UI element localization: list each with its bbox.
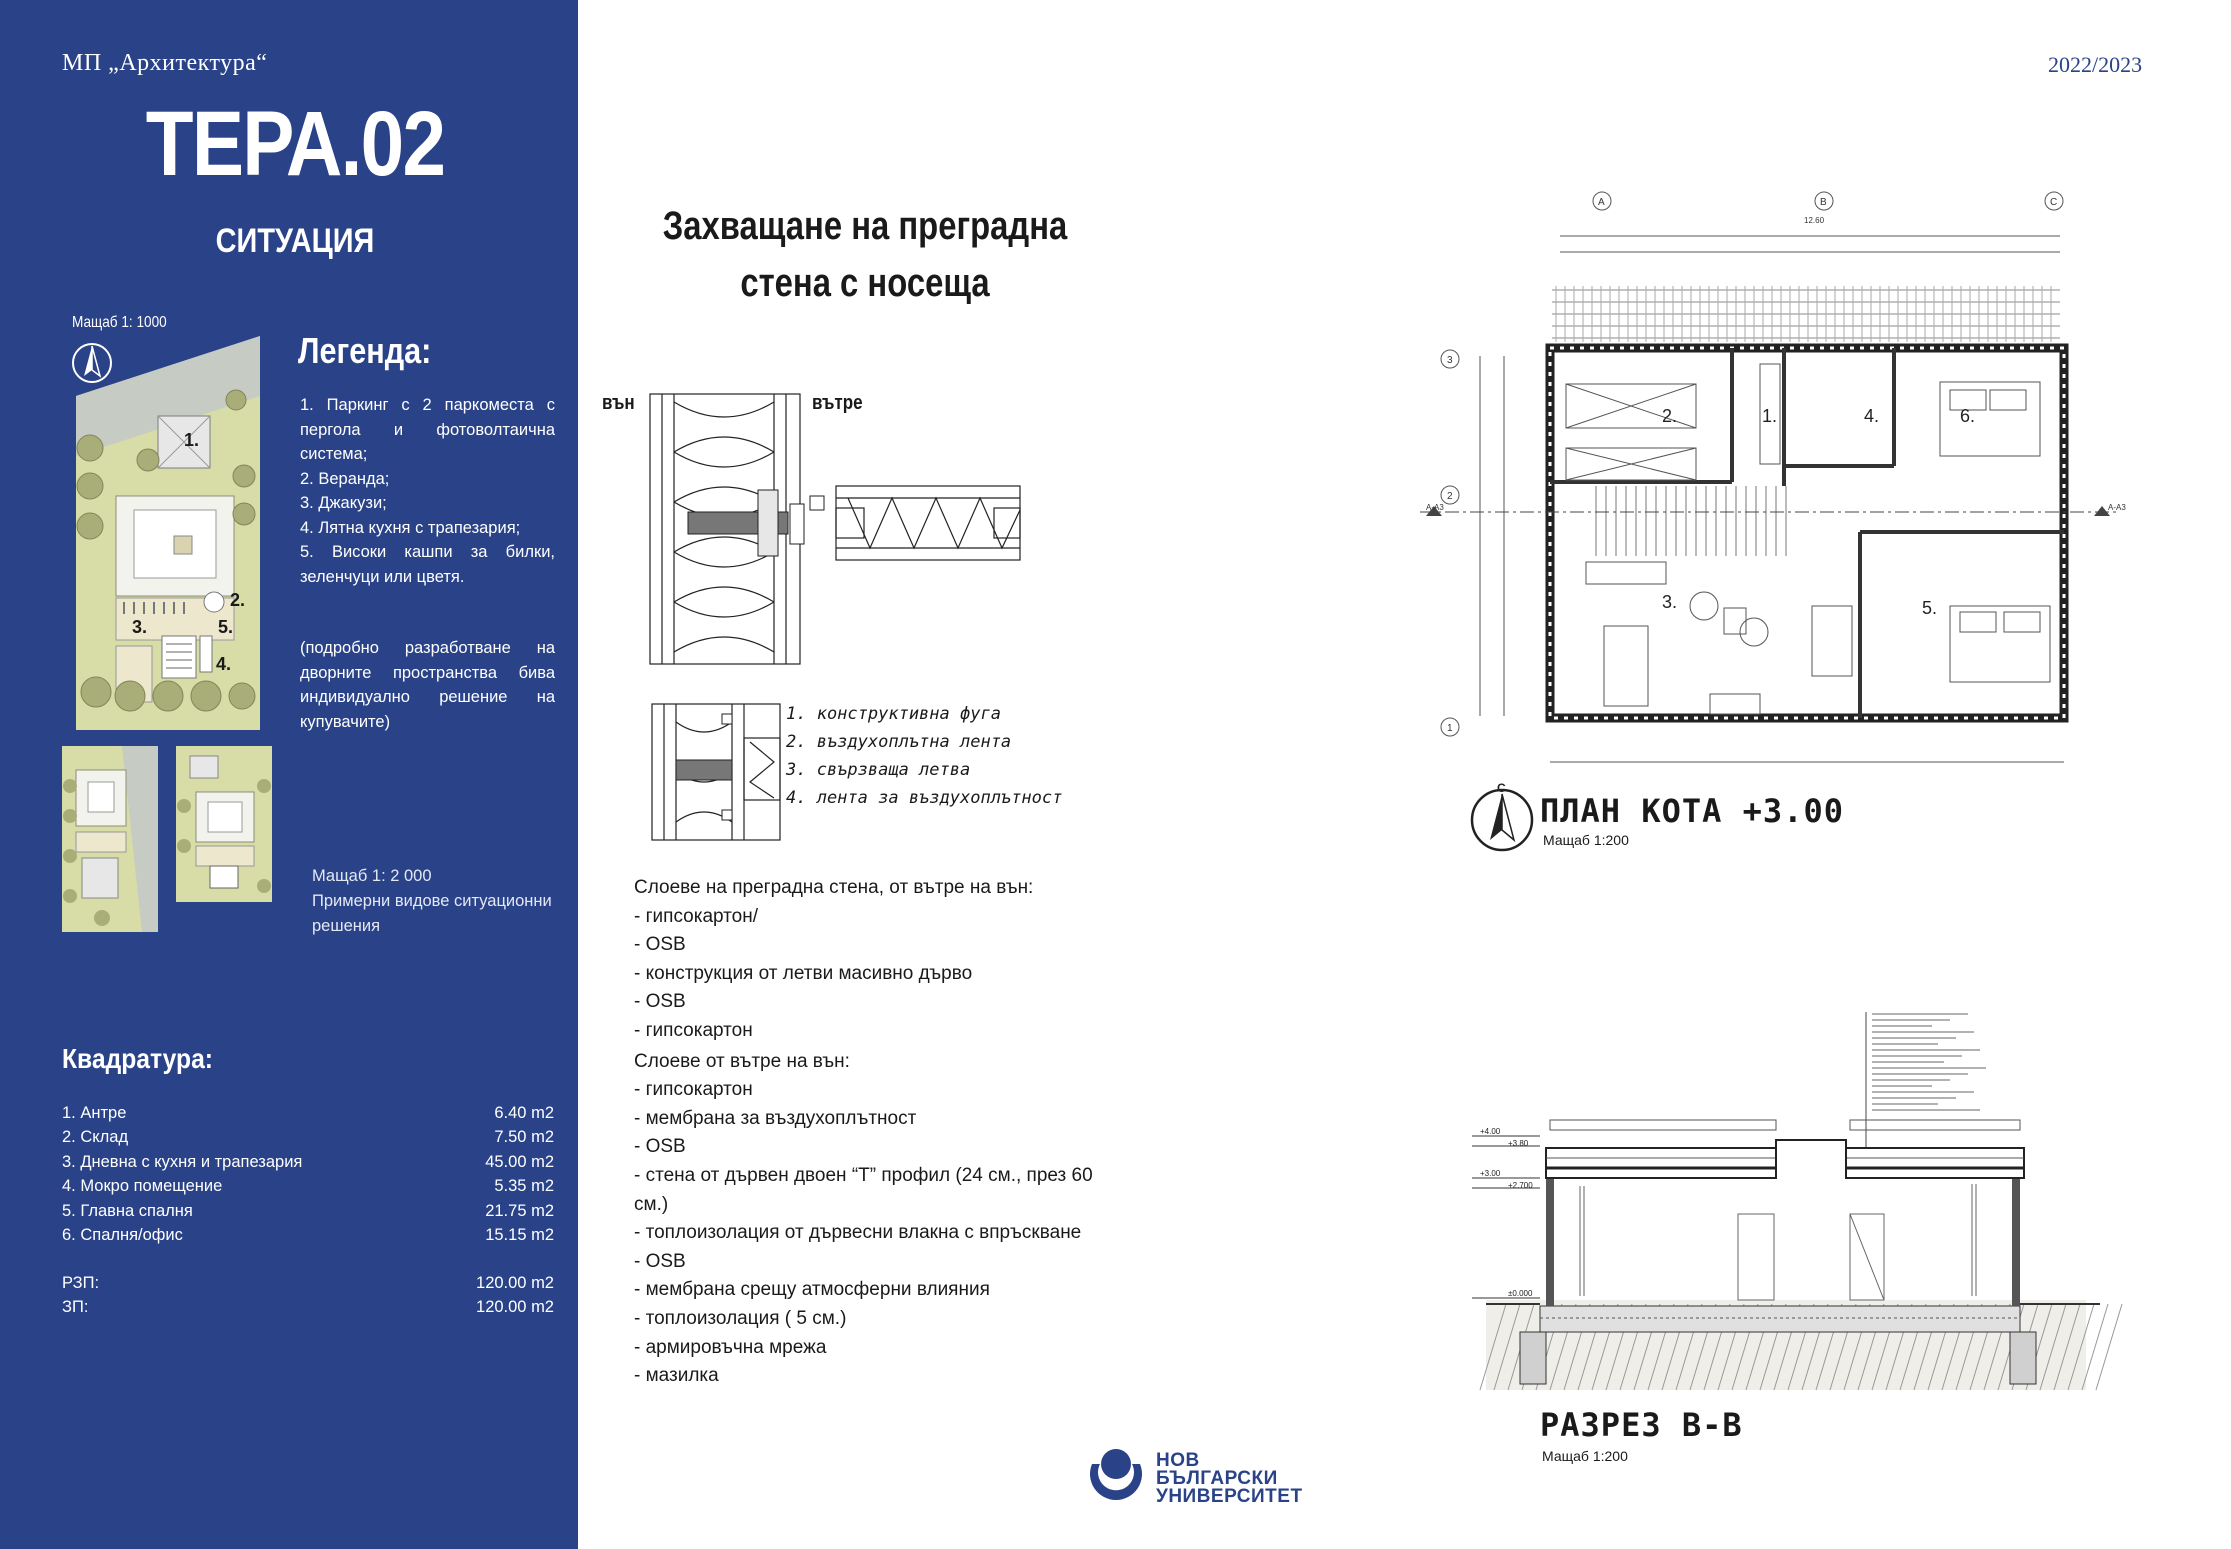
section-drawing	[1460, 1000, 2120, 1400]
area-row	[62, 1153, 554, 1172]
legend-list	[300, 393, 555, 589]
layer-item: - OSB	[634, 1250, 686, 1272]
partition-layers-title: Слоеве на преградна стена, от вътре на вън:	[634, 877, 1034, 898]
area-row	[62, 1128, 554, 1147]
key-item: 4. лента за въздухоплътност	[786, 788, 1063, 808]
layer-item: - мембрана за въздухоплътност	[634, 1107, 917, 1129]
university-line2: БЪЛГАРСКИ	[1156, 1468, 1278, 1489]
layer-item: - стена от дървен двоен “Т” профил (24 см., през 60	[634, 1164, 1093, 1186]
university-line1: НОВ	[1156, 1450, 1200, 1471]
academic-year: 2022/2023	[2048, 52, 2143, 77]
wall-junction-detail	[648, 392, 1024, 668]
total-name: ЗП:	[62, 1298, 89, 1316]
layer-item: - топлоизолация от дървесни влакна с впръскване	[634, 1222, 1082, 1244]
area-value: 21.75 m2	[485, 1202, 554, 1220]
outside-label: вън	[602, 392, 635, 414]
total-row	[62, 1298, 554, 1317]
detail-title-line2: стена с носеща	[740, 261, 990, 305]
room-label-2: 2.	[1662, 406, 1678, 426]
project-code: ТЕРА.02	[145, 93, 445, 195]
layer-item: - топлоизолация ( 5 см.)	[634, 1307, 847, 1329]
detail-title	[631, 198, 1098, 312]
layer-item: - OSB	[634, 991, 686, 1013]
alt-site-plan-b	[176, 746, 272, 902]
area-row	[62, 1226, 554, 1245]
area-row	[62, 1177, 554, 1196]
area-row	[62, 1202, 554, 1221]
axis-label-a: A	[1598, 197, 1605, 208]
area-name: 3. Дневна с кухня и трапезария	[62, 1153, 303, 1171]
level-label: +2.700	[1508, 1181, 1533, 1190]
floor-plan	[1420, 186, 2126, 786]
org-name: МП „Архитектура“	[62, 50, 268, 76]
room-label-4: 4.	[1864, 406, 1880, 426]
level-label: +3.00	[1480, 1169, 1501, 1178]
plan-title: ПЛАН КОТА +3.00	[1540, 792, 1844, 830]
area-name: 2. Склад	[62, 1128, 129, 1146]
info-panel	[0, 0, 578, 1549]
area-name: 5. Главна спалня	[62, 1202, 193, 1220]
axis-label-2: 2	[1447, 491, 1453, 502]
site-label-3: 3.	[132, 617, 148, 637]
area-value: 6.40 m2	[494, 1104, 554, 1122]
detail-title-line1: Захващане на преградна	[662, 204, 1068, 248]
total-value: 120.00 m2	[476, 1298, 554, 1316]
key-item: 3. свързваща летва	[786, 760, 971, 780]
axis-label-c: C	[2050, 197, 2058, 208]
alt-caption	[312, 864, 552, 939]
total-value: 120.00 m2	[476, 1274, 554, 1292]
legend-item: 4. Лятна кухня с трапезария;	[300, 518, 521, 537]
room-label-1: 1.	[1762, 406, 1778, 426]
plan-scale: Мащаб 1:200	[1543, 832, 1629, 848]
layer-item: - OSB	[634, 934, 686, 956]
axis-label-b: B	[1820, 197, 1827, 208]
site-label-5: 5.	[218, 617, 234, 637]
alt-caption-line1: Примерни видове ситуационни	[312, 892, 552, 910]
alt-site-plan-a	[62, 746, 158, 932]
university-line3: УНИВЕРСИТЕТ	[1156, 1486, 1303, 1507]
top-dimension: 12.60	[1804, 216, 1825, 225]
wall-layers	[634, 874, 1093, 1391]
section-heading: СИТУАЦИЯ	[215, 222, 375, 260]
section-scale: Мащаб 1:200	[1542, 1448, 1628, 1464]
layer-item: - гипсокартон	[634, 1079, 753, 1101]
university-name	[1156, 1452, 1303, 1506]
layer-item: - гипсокартон	[634, 1019, 753, 1041]
legend-note: (подробно разработване на дворните пространства бива индивидуално решение на купувачите)	[300, 639, 555, 731]
legend-item: 5. Високи кашпи за билки, зеленчуци или цветя.	[300, 543, 555, 586]
section-mark-left: А-А3	[1426, 503, 1444, 512]
situation-scale: Мащаб 1: 1000	[72, 314, 167, 331]
axis-label-1: 1	[1447, 723, 1453, 734]
legend-item: 2. Веранда;	[300, 469, 390, 488]
area-row	[62, 1104, 554, 1123]
layer-item: - OSB	[634, 1136, 686, 1158]
legend-item: 1. Паркинг с 2 паркоместа с пергола и фотоволтаична система;	[300, 396, 555, 463]
area-value: 5.35 m2	[494, 1177, 554, 1195]
section-mark-right: А-А3	[2108, 503, 2126, 512]
area-name: 1. Антре	[62, 1104, 127, 1122]
room-label-6: 6.	[1960, 406, 1976, 426]
site-plan	[76, 336, 260, 730]
areas-title: Квадратура:	[62, 1043, 213, 1074]
alt-caption-line2: решения	[312, 917, 381, 935]
legend-item: 3. Джакузи;	[300, 494, 387, 512]
layer-item: - мембрана срещу атмосферни влияния	[634, 1279, 990, 1301]
total-row	[62, 1274, 554, 1293]
layer-item: - мазилка	[634, 1365, 719, 1387]
legend-title: Легенда:	[298, 330, 432, 371]
inside-label: вътре	[812, 392, 863, 414]
layer-item: - армировъчна мрежа	[634, 1336, 827, 1358]
site-label-1: 1.	[184, 430, 200, 450]
room-label-5: 5.	[1922, 598, 1938, 618]
level-label: +3.80	[1508, 1139, 1529, 1148]
layer-item: см.)	[634, 1193, 669, 1215]
outer-layers-title: Слоеве от вътре на вън:	[634, 1050, 850, 1072]
site-label-2: 2.	[230, 590, 246, 610]
room-label-3: 3.	[1662, 592, 1678, 612]
axis-label-3: 3	[1447, 355, 1453, 366]
area-name: 6. Спалня/офис	[62, 1226, 183, 1244]
area-value: 15.15 m2	[485, 1226, 554, 1244]
total-name: РЗП:	[62, 1274, 100, 1292]
connection-detail	[650, 702, 782, 842]
site-label-4: 4.	[216, 654, 232, 674]
north-letter: С	[1497, 781, 1506, 795]
area-value: 7.50 m2	[494, 1128, 554, 1146]
key-item: 1. конструктивна фуга	[786, 704, 1001, 724]
level-label: ±0.000	[1508, 1289, 1533, 1298]
level-label: +4.00	[1480, 1127, 1501, 1136]
plan-north-arrow-icon	[1468, 780, 1536, 852]
university-logo-icon	[1084, 1442, 1148, 1510]
layer-item: - конструкция от летви масивно дърво	[634, 962, 973, 984]
hatch-line	[2096, 1304, 2122, 1390]
alt-scale: Мащаб 1: 2 000	[312, 867, 432, 885]
area-value: 45.00 m2	[485, 1153, 554, 1171]
layer-item: - гипсокартон/	[634, 905, 758, 927]
key-item: 2. въздухоплътна лента	[786, 732, 1012, 752]
section-title: РАЗРЕЗ В-В	[1540, 1406, 1743, 1444]
area-name: 4. Мокро помещение	[62, 1177, 223, 1195]
